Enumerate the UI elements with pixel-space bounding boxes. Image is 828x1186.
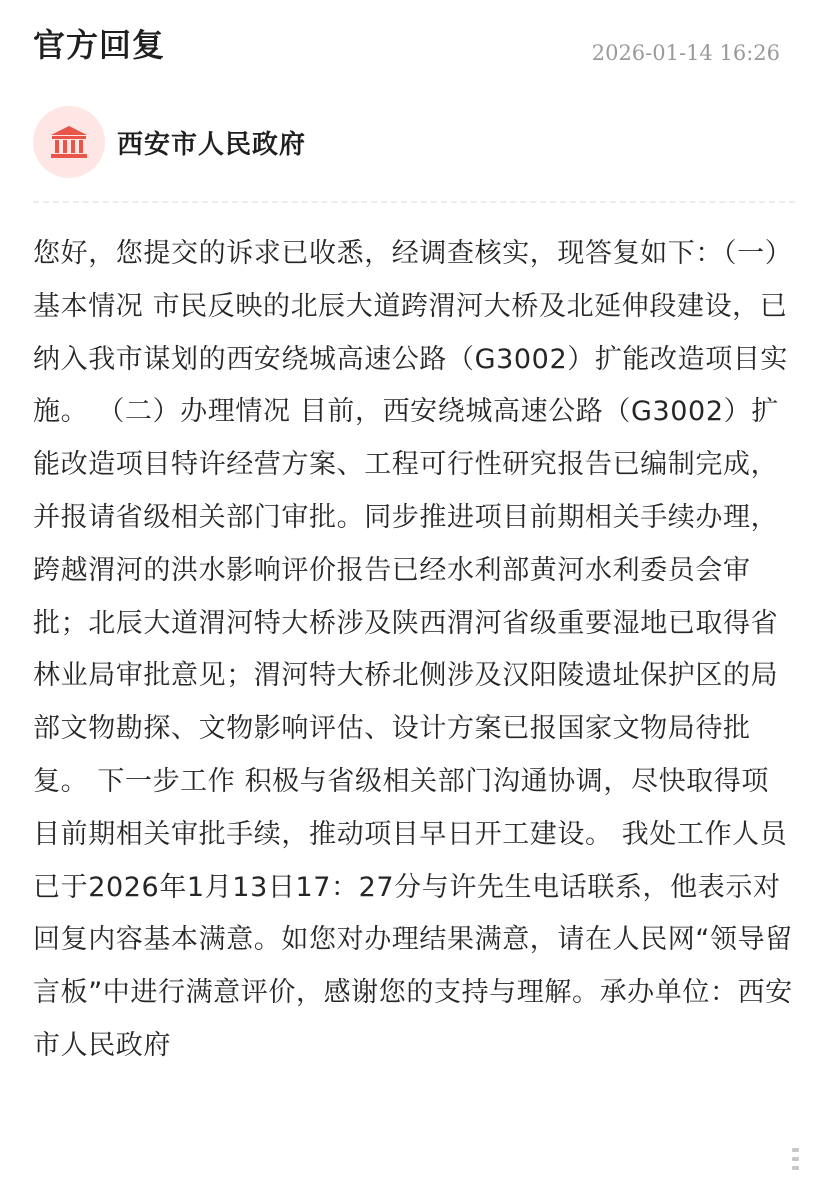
org-info[interactable] [33, 105, 306, 179]
reply-content: 您好，您提交的诉求已收悉，经调查核实，现答复如下：（一）基本情况 市民反映的北辰大道跨渭河大桥及北延伸段建设，已纳入我市谋划的西安绕城高速公路（G3002）扩能改造项目实施。 （二）办理情况 目前，西安绕城高速公路（G3002）扩能改造项目特许经营方案、工程可行性研究报告已编制完成，并报请省级相关部门审批。同步推进项目前期相关手续办理，跨越渭河的洪水影响评价报告已经水利部黄河水利委员会审批；北辰大道渭河特大桥涉及陕西渭河省级重要湿地已取得省林业局审批意见；渭河特大桥北侧涉及汉阳陵遗址保护区的局部文物勘探、文物影响评估、设计方案已报国家文物局待批复。 下一步工作 积极与省级相关部门沟通协调，尽快取得项目前期相关审批手续，推动项目早日开工建设。 我处工作人员已于2026年1月13日17：27分与许先生电话联系，他表示对回复内容基本满意。如您对办理结果满意，请在人民网“领导留言板”中进行满意评价，感谢您的支持与理解。承办单位：西安市人民政府 [33, 238, 793, 1061]
reply-timestamp: 2026-01-14 16:26 [591, 41, 780, 65]
divider [33, 201, 795, 203]
section-title: 官方回复 [33, 26, 166, 64]
org-name[interactable]: 西安市人民政府 [117, 129, 307, 160]
more-options-icon[interactable] [792, 1148, 814, 1170]
government-building-icon [49, 124, 89, 160]
org-avatar[interactable] [33, 106, 105, 178]
reply-header [33, 22, 780, 74]
